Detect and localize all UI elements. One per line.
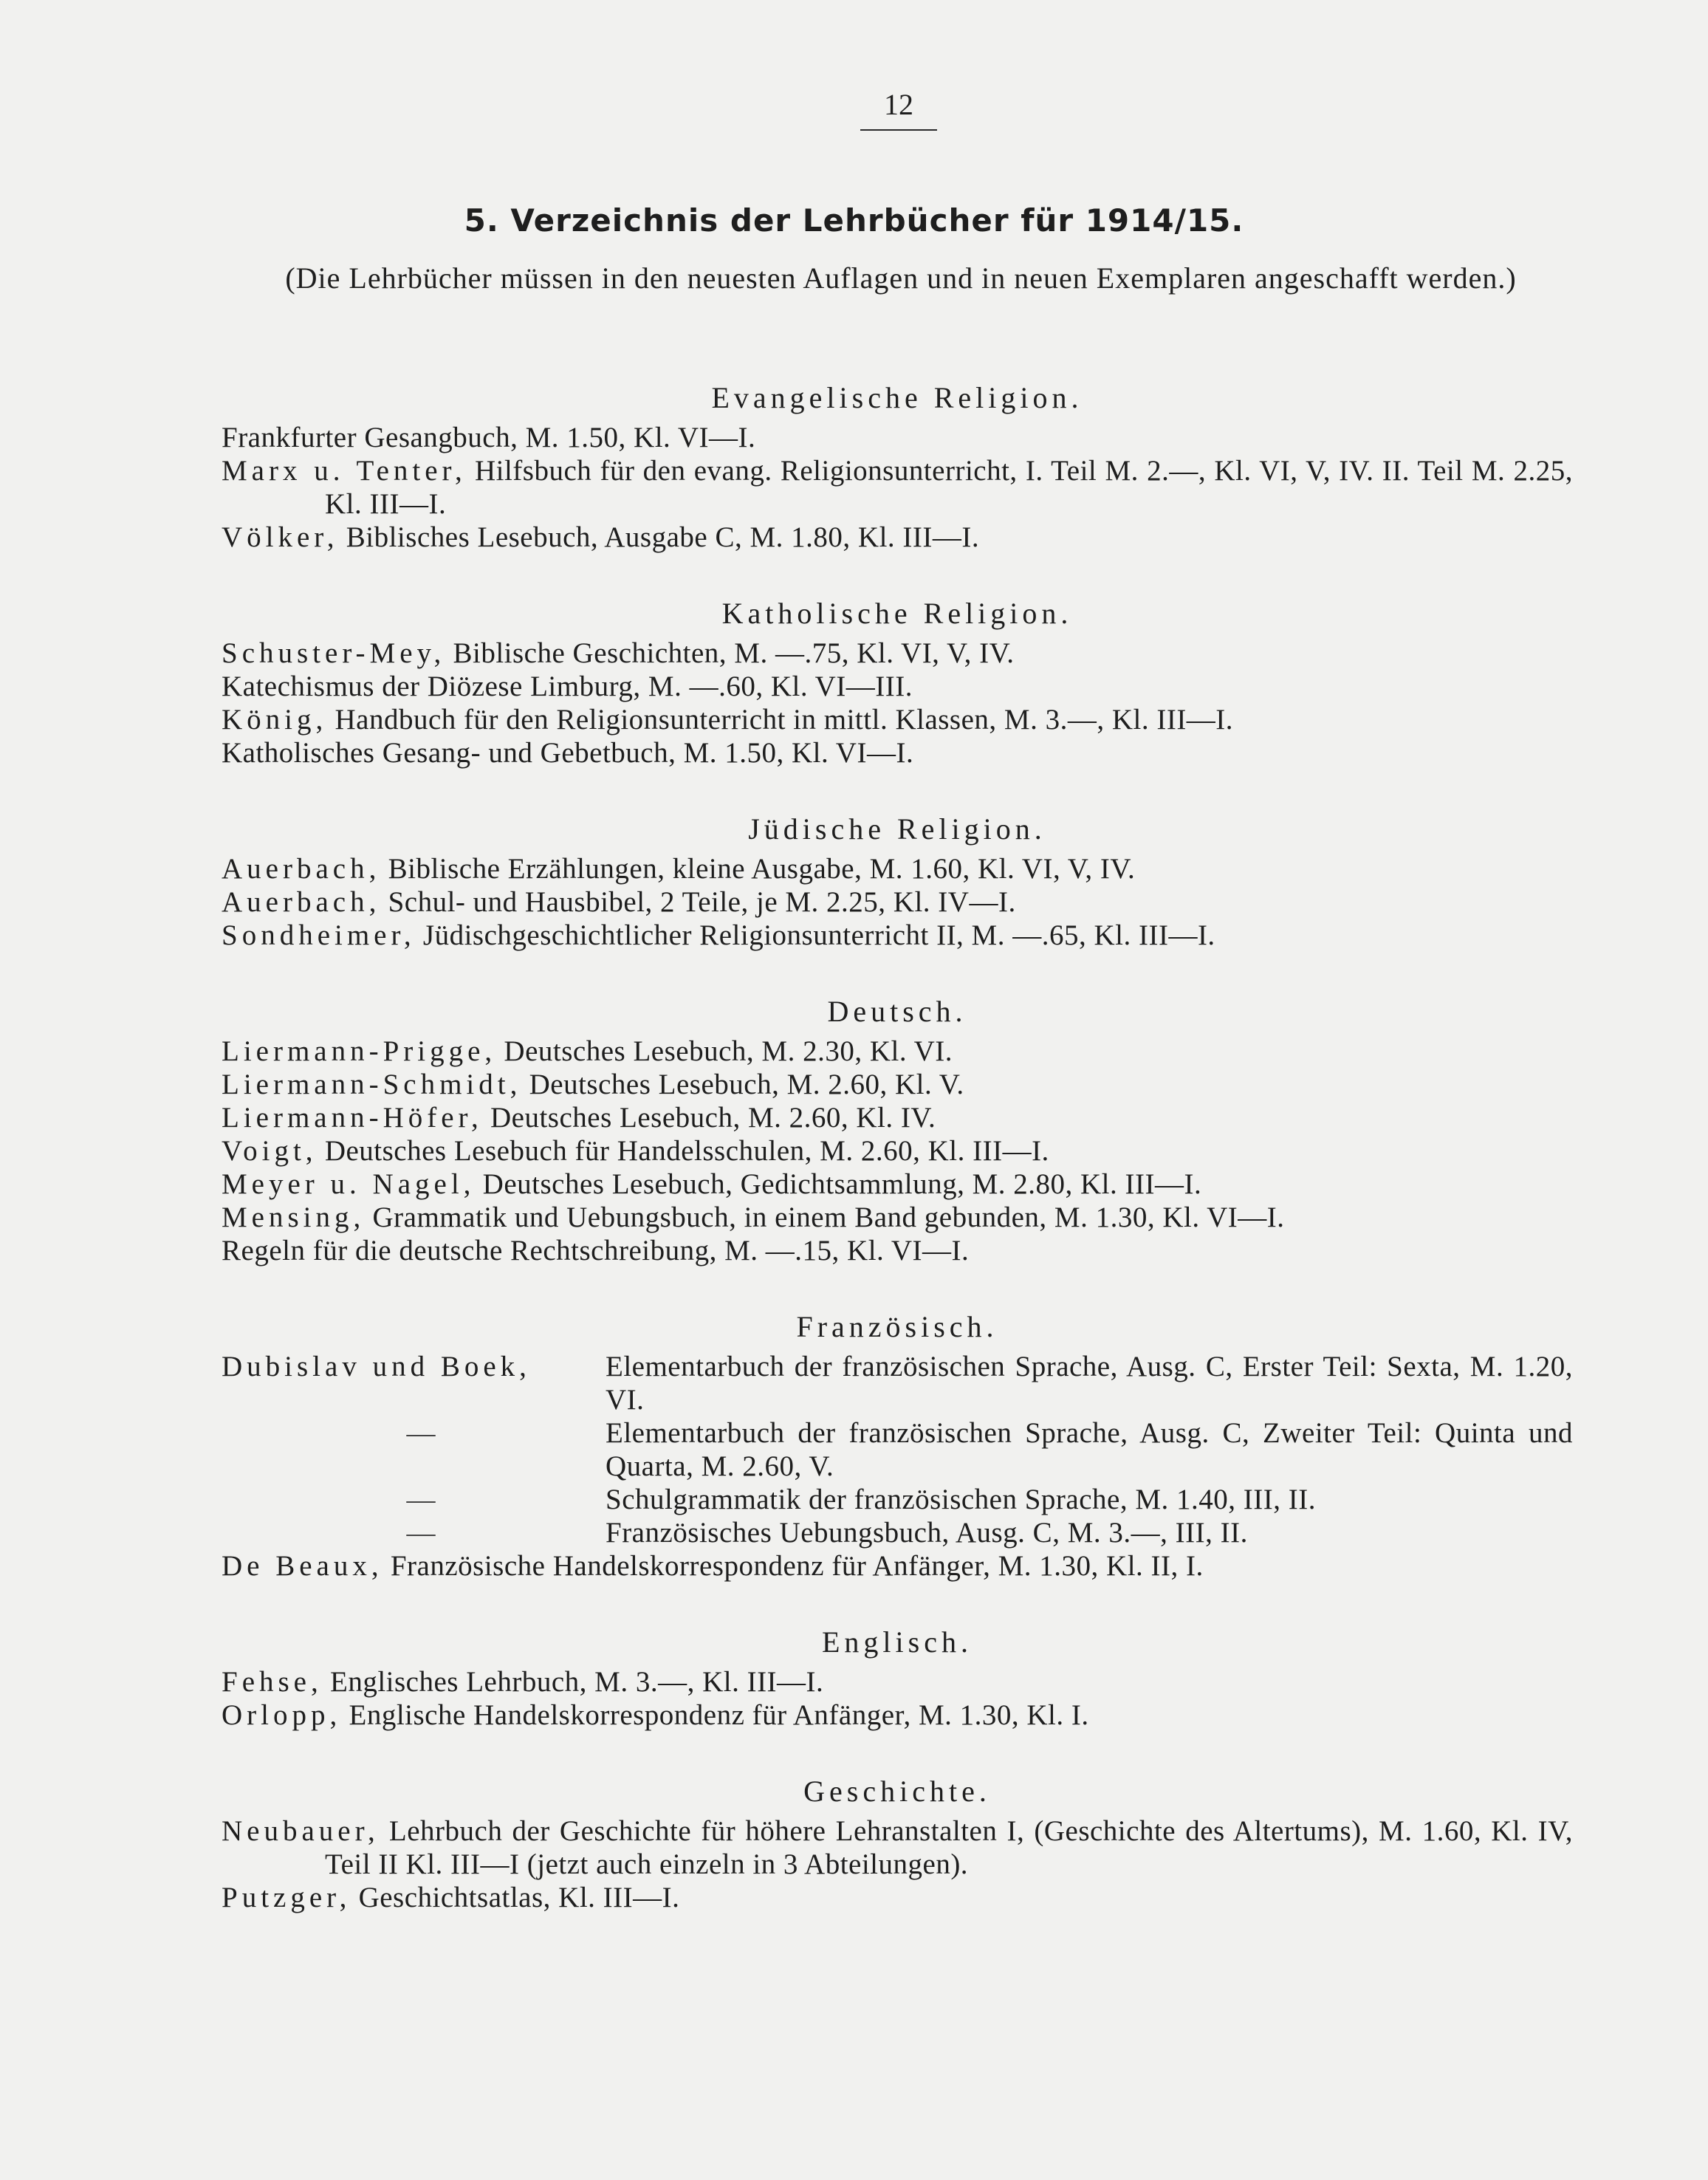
section-heading: Geschichte. (803, 1775, 991, 1808)
book-details: Biblische Erzählungen, kleine Ausgabe, M. 1.60, Kl. VI, V, IV. (380, 853, 1136, 885)
book-entry (222, 1881, 1573, 1914)
book-entry (222, 703, 1573, 736)
page-number-rule (860, 129, 937, 131)
page-title: 5. Verzeichnis der Lehrbücher für 1914/15. (464, 202, 1244, 239)
book-entry (222, 1549, 1573, 1583)
book-details: Biblische Geschichten, M. —.75, Kl. VI, V, IV. (445, 637, 1015, 669)
book-entry (222, 1068, 1573, 1101)
section-deutsch (222, 989, 1573, 1267)
section-juedische-religion (222, 806, 1573, 952)
book-entry (222, 1699, 1573, 1732)
book-details: Lehrbuch der Geschichte für höhere Lehranstalten I, (Geschichte des Altertums), M. 1.60, Kl. IV, Teil II Kl. III—I (jetzt auch einzeln in 3 Abteilungen). (325, 1815, 1573, 1880)
book-entry (222, 1350, 1573, 1416)
book-details: Hilfsbuch für den evang. Religionsunterricht, I. Teil M. 2.—, Kl. VI, V, IV. II. Teil M. 2.25, Kl. III—I. (325, 455, 1573, 520)
textbook-list (222, 375, 1573, 1914)
book-details: Schulgrammatik der französischen Sprache, M. 1.40, III, II. (606, 1484, 1316, 1515)
book-author: Auerbach, (222, 853, 381, 885)
book-entry (222, 1101, 1573, 1134)
book-entry (222, 421, 1573, 454)
book-details: Frankfurter Gesangbuch, M. 1.50, Kl. VI—I. (222, 422, 756, 453)
book-details: Deutsches Lesebuch, M. 2.30, Kl. VI. (496, 1035, 953, 1067)
section-geschichte (222, 1769, 1573, 1914)
section-englisch (222, 1619, 1573, 1732)
book-author: König, (222, 704, 328, 736)
book-details: Schul- und Hausbibel, 2 Teile, je M. 2.25, Kl. IV—I. (380, 886, 1016, 918)
book-details: Elementarbuch der französischen Sprache, Ausg. C, Erster Teil: Sexta, M. 1.20, VI. (606, 1351, 1573, 1416)
book-entry (222, 670, 1573, 703)
book-details: Englische Handelskorrespondenz für Anfänger, M. 1.30, Kl. I. (341, 1699, 1089, 1731)
book-author: Liermann-Schmidt, (222, 1069, 522, 1100)
book-entry (222, 1168, 1573, 1201)
book-details: Deutsches Lesebuch, M. 2.60, Kl. IV. (482, 1102, 936, 1134)
section-evangelische-religion (222, 375, 1573, 554)
book-entry (222, 521, 1573, 554)
book-entry (222, 1814, 1573, 1881)
book-author: Dubislav und Boek, (222, 1351, 531, 1382)
section-franzoesisch (222, 1304, 1573, 1583)
book-author: Völker, (222, 521, 339, 553)
book-details: Jüdischgeschichtlicher Religionsunterricht II, M. —.65, Kl. III—I. (415, 919, 1215, 951)
section-heading: Französisch. (796, 1310, 998, 1343)
book-entry (222, 1483, 1573, 1516)
book-details: Regeln für die deutsche Rechtschreibung, M. —.15, Kl. VI—I. (222, 1235, 970, 1266)
book-details: Französische Handelskorrespondenz für Anfänger, M. 1.30, Kl. II, I. (383, 1550, 1204, 1582)
book-entry (222, 1035, 1573, 1068)
book-details: Elementarbuch der französischen Sprache, Ausg. C, Zweiter Teil: Quinta und Quarta, M. 2.60, V. (606, 1417, 1573, 1482)
book-details: Biblisches Lesebuch, Ausgabe C, M. 1.80, Kl. III—I. (338, 521, 980, 553)
book-details: Katechismus der Diözese Limburg, M. —.60, Kl. VI—III. (222, 671, 913, 702)
book-entry (222, 637, 1573, 670)
book-details: Deutsches Lesebuch für Handelsschulen, M. 2.60, Kl. III—I. (317, 1135, 1049, 1167)
subtitle-note: (Die Lehrbücher müssen in den neuesten Auflagen und in neuen Exemplaren angeschafft werden.) (285, 261, 1517, 295)
book-entry (222, 1516, 1573, 1549)
section-heading: Jüdische Religion. (748, 812, 1046, 846)
book-author: Schuster-Mey, (222, 637, 446, 669)
book-entry (222, 885, 1573, 919)
section-heading: Evangelische Religion. (711, 381, 1083, 414)
book-author: Liermann-Prigge, (222, 1035, 497, 1067)
book-details: Deutsches Lesebuch, M. 2.60, Kl. V. (521, 1069, 964, 1100)
section-heading: Katholische Religion. (721, 597, 1073, 630)
book-author: Marx u. Tenter, (222, 455, 467, 487)
book-details: Katholisches Gesang- und Gebetbuch, M. 1.50, Kl. VI—I. (222, 737, 914, 769)
book-author: Liermann-Höfer, (222, 1102, 483, 1134)
book-details: Französisches Uebungsbuch, Ausg. C, M. 3.—, III, II. (606, 1517, 1248, 1549)
book-entry (222, 919, 1573, 952)
book-entry (222, 454, 1573, 521)
ditto-dash: — (406, 1417, 436, 1449)
book-entry (222, 852, 1573, 885)
book-entry (222, 736, 1573, 769)
section-heading: Englisch. (822, 1625, 973, 1659)
ditto-dash: — (406, 1484, 436, 1515)
book-author: Fehse, (222, 1666, 323, 1698)
book-author: Meyer u. Nagel, (222, 1168, 476, 1200)
book-author: Auerbach, (222, 886, 381, 918)
book-author: De Beaux, (222, 1550, 383, 1582)
book-author: Mensing, (222, 1202, 366, 1233)
book-details: Geschichtsatlas, Kl. III—I. (351, 1882, 680, 1913)
book-entry (222, 1665, 1573, 1699)
section-katholische-religion (222, 591, 1573, 769)
section-heading: Deutsch. (827, 995, 967, 1028)
book-details: Englisches Lehrbuch, M. 3.—, Kl. III—I. (322, 1666, 824, 1698)
book-entry (222, 1201, 1573, 1234)
book-details: Deutsches Lesebuch, Gedichtsammlung, M. 2.80, Kl. III—I. (475, 1168, 1202, 1200)
book-author: Neubauer, (222, 1815, 380, 1847)
book-details: Grammatik und Uebungsbuch, in einem Band gebunden, M. 1.30, Kl. VI—I. (365, 1202, 1285, 1233)
page-number: 12 (884, 88, 913, 121)
book-author: Voigt, (222, 1135, 318, 1167)
book-author: Putzger, (222, 1882, 351, 1913)
book-author: Orlopp, (222, 1699, 342, 1731)
book-author: Sondheimer, (222, 919, 416, 951)
book-details: Handbuch für den Religionsunterricht in mittl. Klassen, M. 3.—, Kl. III—I. (327, 704, 1234, 736)
ditto-dash: — (406, 1517, 436, 1549)
book-entry (222, 1234, 1573, 1267)
book-entry (222, 1134, 1573, 1168)
book-entry (222, 1416, 1573, 1483)
